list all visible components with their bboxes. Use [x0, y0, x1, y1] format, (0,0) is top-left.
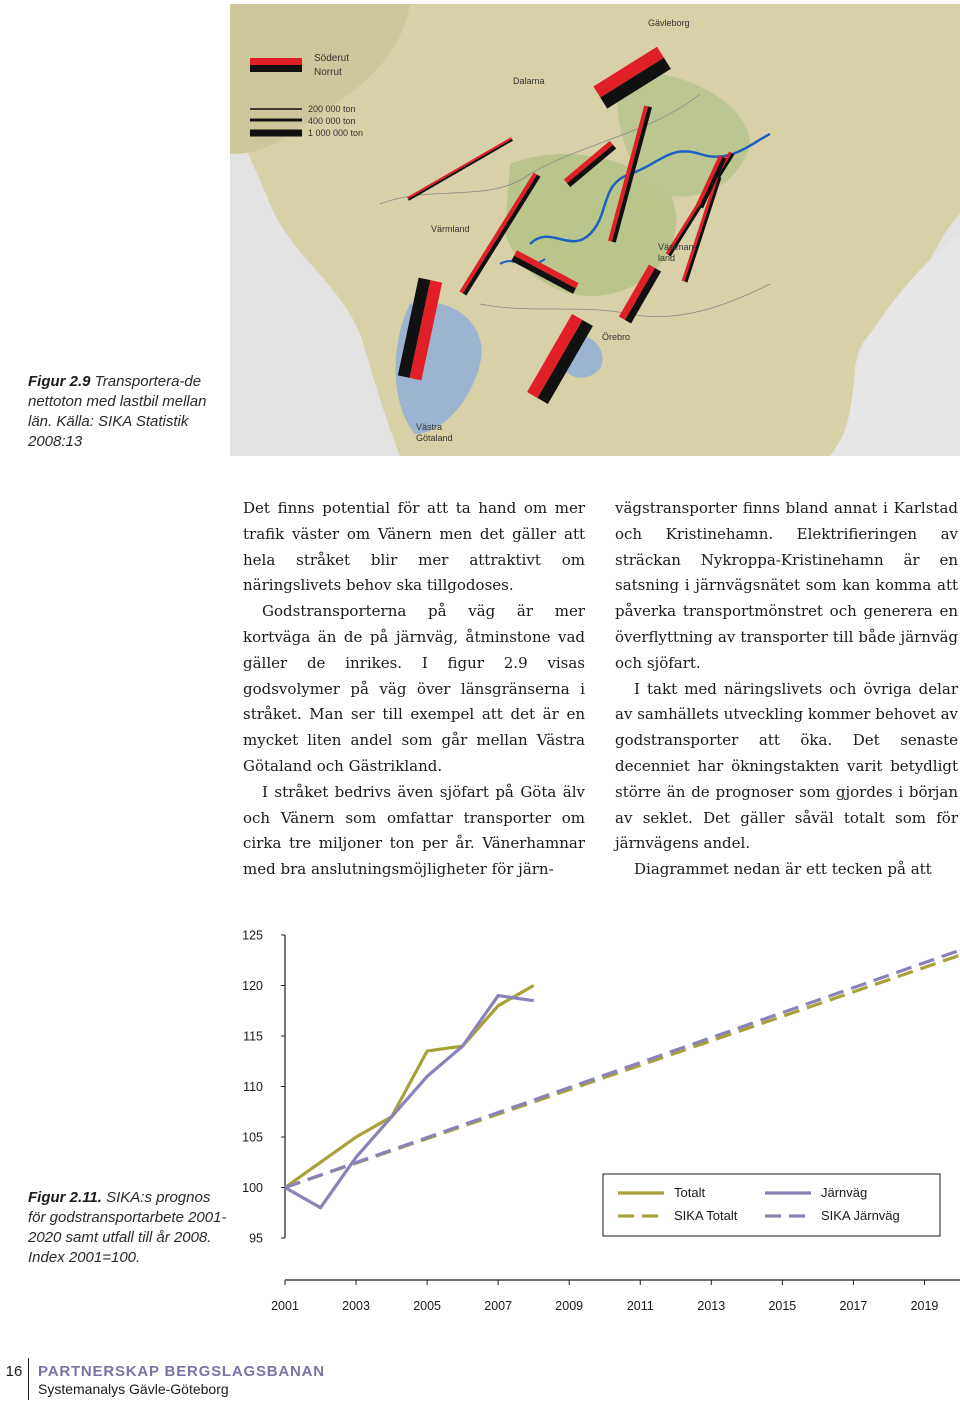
- region-varmland: Värmland: [431, 224, 470, 234]
- x-tick-label: 2013: [697, 1299, 726, 1313]
- legend-1m-label: 1 000 000 ton: [308, 128, 364, 138]
- transport-map: [230, 4, 960, 456]
- legend-northbound-swatch: [250, 65, 302, 72]
- y-tick-label: 115: [243, 1029, 263, 1044]
- chart-legend: [603, 1174, 940, 1236]
- figure-2-11-caption: [28, 1188, 228, 1268]
- x-tick-label: 2005: [413, 1299, 442, 1313]
- x-tick-label: 2017: [839, 1299, 868, 1313]
- legend-400k-label: 400 000 ton: [308, 116, 356, 126]
- body-paragraph: I stråket bedrivs även sjöfart på Göta älv och Vänern som omfattar transporter om cirka tre miljoner ton per år. Vänerhamnar med bra anslutningsmöjligheter för järn-: [243, 782, 585, 879]
- y-tick-label: 100: [242, 1181, 263, 1195]
- figure-2-9-caption: [28, 372, 218, 452]
- figure-2-11-label: Figur 2.11.: [28, 1189, 102, 1206]
- legend-northbound-label: Norrut: [314, 67, 342, 78]
- x-tick-label: 2011: [626, 1299, 654, 1313]
- page-number: 16: [5, 1363, 23, 1380]
- region-vastra-gotaland: Västra Götaland: [416, 422, 453, 443]
- body-paragraph: Godstransporterna på väg är mer kortväga än de på järnväg, åtminstone vad gäller de inrikes. I figur 2.9 visas godsvolymer på väg över länsgränserna i stråket. Man ser till exempel att det är en mycket liten andel som går mellan Västra Götaland och Gästrikland.: [243, 602, 585, 775]
- body-paragraph: I takt med näringslivets och övriga delar av samhällets utveckling kommer behovet av godstransporter att öka. Det senaste decenniet har ökningstakten varit betydligt större än de prognoser som gjordes i början av seklet. Det gäller såväl totalt som för järnvägens andel.: [615, 679, 958, 853]
- legend-box: [603, 1174, 940, 1236]
- region-orebro: Örebro: [602, 332, 631, 342]
- x-tick-label: 2009: [555, 1299, 584, 1313]
- legend-200k-label: 200 000 ton: [308, 104, 356, 114]
- legend-label: Totalt: [674, 1185, 706, 1200]
- region-gavleborg: Gävleborg: [648, 18, 690, 28]
- legend-label: SIKA Totalt: [674, 1208, 738, 1223]
- forecast-chart-svg: [230, 918, 960, 1328]
- body-paragraph: Det finns potential för att ta hand om mer trafik väster om Vänern men det gäller att hela stråket blir mer attraktivt om näringslivets behov ska tillgodoses.: [243, 499, 585, 595]
- x-tick-label: 2003: [342, 1299, 370, 1313]
- x-tick-label: 2015: [768, 1299, 797, 1313]
- legend-southbound-swatch: [250, 58, 302, 65]
- region-dalarna: Dalarna: [513, 76, 545, 86]
- chart-series: [285, 950, 960, 1207]
- region-vastmanland: Västman- land: [658, 242, 697, 263]
- body-paragraph: Diagrammet nedan är ett tecken på att: [634, 860, 932, 879]
- legend-southbound-label: Söderut: [314, 53, 350, 64]
- legend-label: SIKA Järnväg: [821, 1208, 900, 1223]
- footer-subtitle: Systemanalys Gävle-Göteborg: [38, 1381, 229, 1397]
- series-line-totalt: [285, 986, 534, 1188]
- y-tick-label: 125: [242, 928, 263, 943]
- figure-2-11-text: SIKA:s prognos för godstransportarbete 2001-2020 samt utfall till år 2008. Index 2001=100.: [28, 1189, 227, 1266]
- x-tick-label: 2019: [910, 1299, 939, 1313]
- figure-2-9-label: Figur 2.9: [28, 373, 91, 390]
- body-column-left: [243, 496, 585, 883]
- y-tick-label: 105: [242, 1130, 263, 1145]
- y-tick-label: 95: [249, 1231, 263, 1246]
- series-line-sika-j-rnv-g: [285, 950, 960, 1187]
- chart-axes: [242, 929, 960, 1314]
- body-column-right: [615, 496, 958, 883]
- y-tick-label: 110: [243, 1080, 263, 1094]
- legend-label: Järnväg: [821, 1185, 868, 1200]
- footer-divider: [28, 1358, 29, 1400]
- x-tick-label: 2007: [484, 1299, 513, 1313]
- x-tick-label: 2001: [271, 1299, 299, 1313]
- body-paragraph: vägstransporter finns bland annat i Karlstad och Kristinehamn. Elektrifieringen av sträckan Nykroppa-Kristinehamn är en satsning i järnvägsnätet som kan komma att påverka transportmönstret och generera en överflyttning av transporter till både järnväg och sjöfart.: [615, 499, 958, 672]
- y-tick-label: 120: [242, 979, 263, 993]
- footer-brand: PARTNERSKAP BERGSLAGSBANAN: [38, 1363, 325, 1380]
- forecast-chart: [230, 918, 960, 1328]
- figure-2-9-text: Transportera-de nettoton med lastbil mellan län. Källa: SIKA Statistik 2008:13: [28, 373, 207, 450]
